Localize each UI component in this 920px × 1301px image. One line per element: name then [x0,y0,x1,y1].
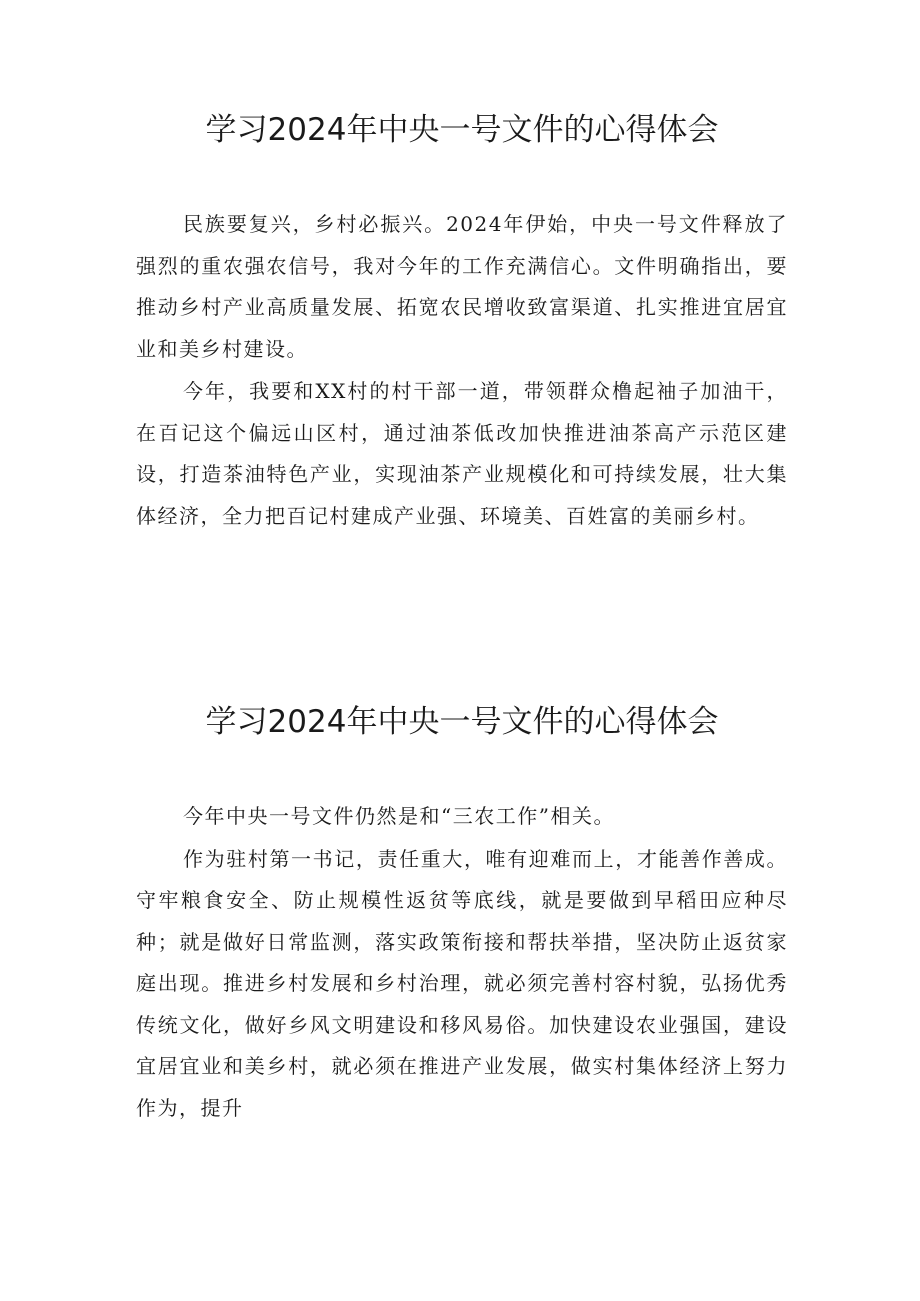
paragraph: 今年中央一号文件仍然是和“三农工作”相关。 [183,804,615,828]
article-2 [136,700,788,1129]
article-1 [136,108,788,537]
article-body [136,204,788,537]
paragraph: 今年，我要和XX村的村干部一道，带领群众橹起袖子加油干，在百记这个偏远山区村，通过油茶低改加快推进油茶高产示范区建设，打造茶油特色产业，实现油茶产业规模化和可持续发展，壮大集体经济，全力把百记村建成产业强、环境美、百姓富的美丽乡村。 [136,379,788,528]
article-title: 学习2024年中央一号文件的心得体会 [205,704,719,740]
article-body [136,796,788,1129]
article-title: 学习2024年中央一号文件的心得体会 [205,112,719,148]
paragraph: 作为驻村第一书记，责任重大，唯有迎难而上，才能善作善成。守牢粮食安全、防止规模性返贫等底线，就是要做到早稻田应种尽种；就是做好日常监测，落实政策衔接和帮扶举措，坚决防止返贫家庭出现。推进乡村发展和乡村治理，就必须完善村容村貌，弘扬优秀传统文化，做好乡风文明建设和移风易俗。加快建设农业强国，建设宜居宜业和美乡村，就必须在推进产业发展，做实村集体经济上努力作为，提升 [136,846,788,1120]
paragraph: 民族要复兴，乡村必振兴。2024年伊始，中央一号文件释放了强烈的重农强农信号，我对今年的工作充满信心。文件明确指出，要推动乡村产业高质量发展、拓宽农民增收致富渠道、扎实推进宜居宜业和美乡村建设。 [136,212,788,361]
